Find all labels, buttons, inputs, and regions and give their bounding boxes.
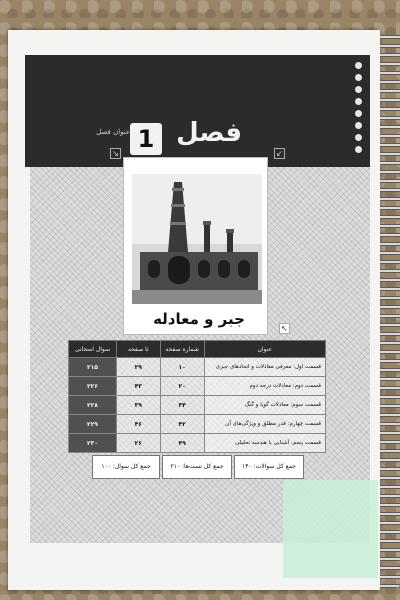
table-row — [69, 396, 326, 415]
table-header-exam: سوال امتحانی — [69, 341, 117, 358]
mosque-photo — [132, 174, 262, 304]
row-start-page: ۳۴ — [160, 396, 204, 415]
chapter-number: 1 — [130, 123, 162, 155]
row-end-page: ۴۶ — [116, 415, 160, 434]
row-end-page: ۲۶ — [116, 434, 160, 453]
sticky-note — [283, 480, 378, 578]
table-row — [69, 415, 326, 434]
corner-arrow-icon: ↖ — [279, 323, 290, 334]
summary-total-questions: جمع کل سوالات: ۱۴۰ — [234, 455, 304, 479]
row-title: قسمت دوم: معادلات درجه دوم — [204, 377, 325, 396]
row-start-page: ۴۲ — [160, 415, 204, 434]
row-end-page: ۴۳ — [116, 377, 160, 396]
row-exam-page: ۲۲۶ — [69, 377, 117, 396]
row-end-page: ۲۹ — [116, 358, 160, 377]
row-title: قسمت چهارم: قدر مطلق و ویژگی‌های آن — [204, 415, 325, 434]
chapter-table — [68, 340, 326, 453]
table-header-start: شماره صفحه — [160, 341, 204, 358]
row-title: قسمت اول: معرفی معادلات و اتحادهای جبری — [204, 358, 325, 377]
spiral-binding — [380, 32, 400, 588]
summary-total: جمع کل سوال: ۱۰۰ — [92, 455, 160, 479]
chapter-subtitle: عنوان فصل — [96, 128, 130, 136]
table-header-end: تا صفحه — [116, 341, 160, 358]
summary-total-tests: جمع کل تست‌ها: ۲۱۰ — [162, 455, 232, 479]
photo-caption: جبر و معادله — [153, 310, 245, 328]
corner-arrow-icon: ↙ — [274, 148, 285, 159]
row-end-page: ۳۹ — [116, 396, 160, 415]
row-exam-page: ۲۲۸ — [69, 396, 117, 415]
chapter-title: فصل — [176, 118, 242, 148]
row-start-page: ۲۰ — [160, 377, 204, 396]
row-exam-page: ۲۳۰ — [69, 434, 117, 453]
table-row — [69, 358, 326, 377]
row-start-page: ۱۰ — [160, 358, 204, 377]
table-header-title: عنوان — [204, 341, 325, 358]
header-dots — [352, 62, 364, 162]
table-row — [69, 377, 326, 396]
row-exam-page: ۲۱۵ — [69, 358, 117, 377]
row-title: قسمت پنجم: آشنایی با هندسه تحلیلی — [204, 434, 325, 453]
row-start-page: ۴۹ — [160, 434, 204, 453]
table-row — [69, 434, 326, 453]
row-exam-page: ۲۲۹ — [69, 415, 117, 434]
row-title: قسمت سوم: معادلات گویا و گنگ — [204, 396, 325, 415]
corner-arrow-icon: ↘ — [110, 148, 121, 159]
